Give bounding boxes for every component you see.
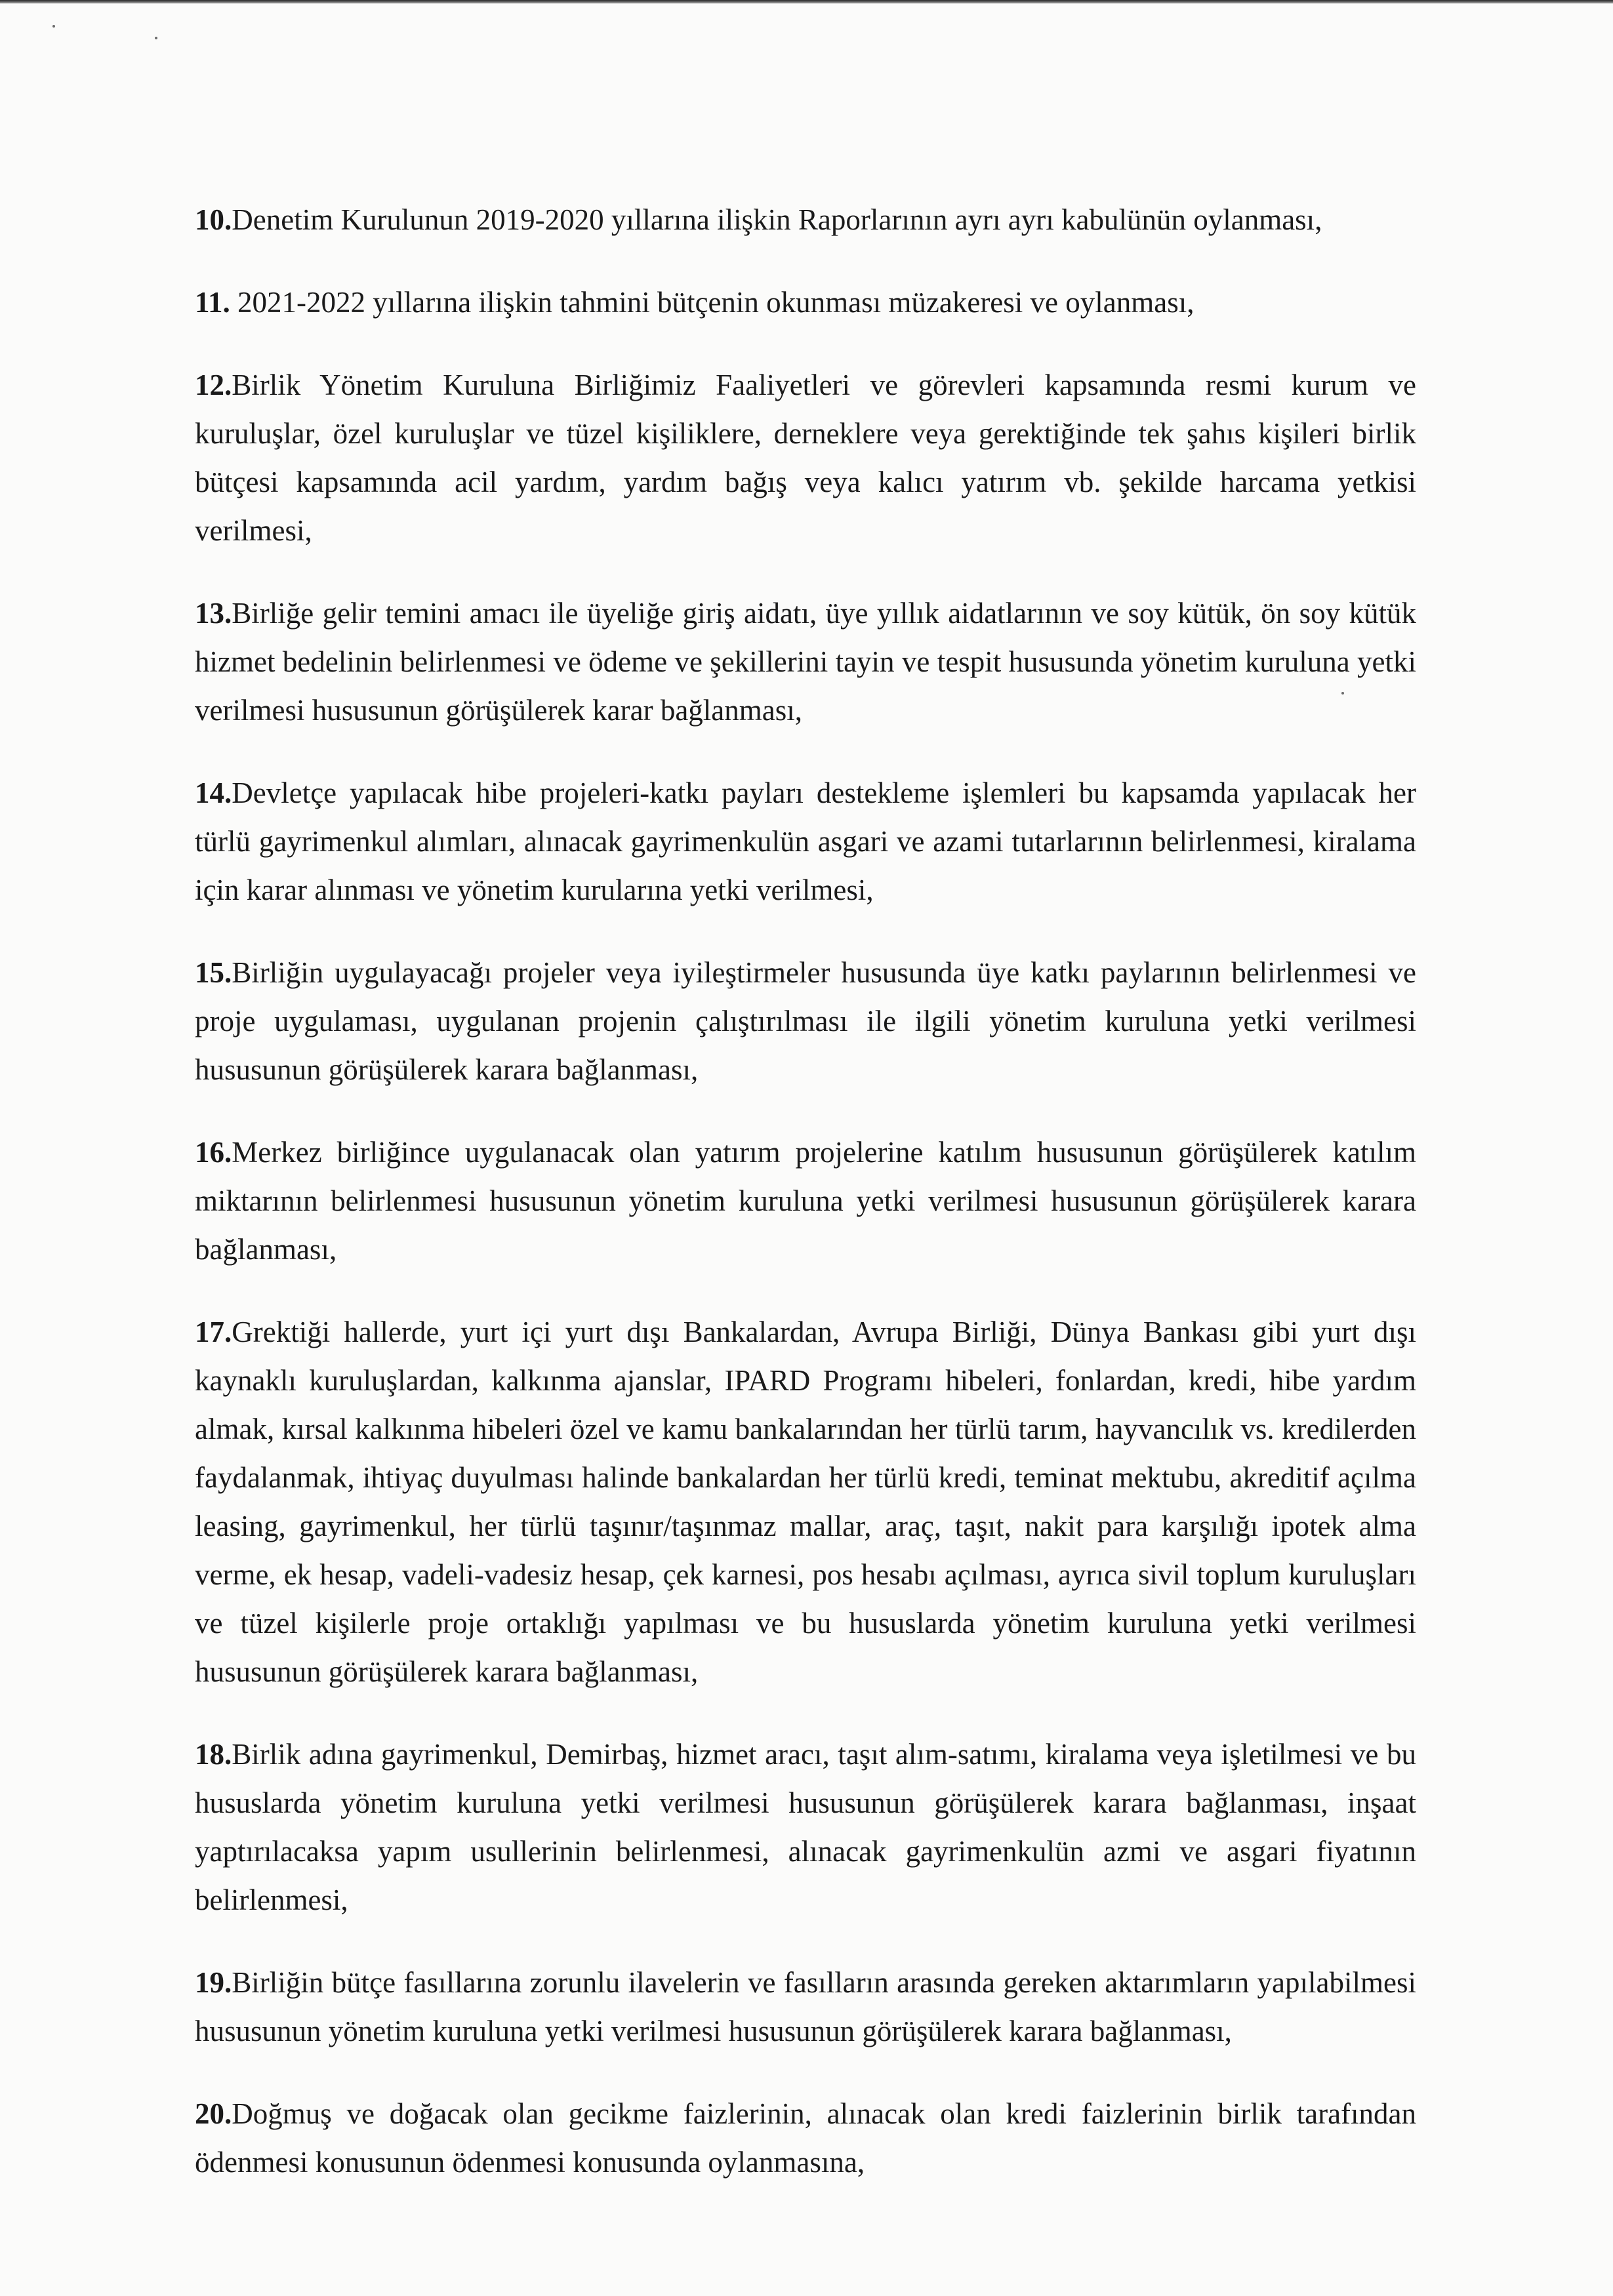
agenda-item-12 xyxy=(195,361,1416,555)
item-number: 16. xyxy=(195,1136,232,1169)
item-number: 19. xyxy=(195,1966,232,1999)
item-text: Birliğin uygulayacağı projeler veya iyileştirmeler hususunda üye katkı paylarının belirlenmesi ve proje uygulaması, uygulanan projenin çalıştırılması ile ilgili yönetim kuruluna yetki verilmesi hususunun görüşülerek karara bağlanması, xyxy=(195,956,1416,1086)
agenda-item-11 xyxy=(195,278,1416,327)
item-number: 12. xyxy=(195,369,232,401)
item-text: Devletçe yapılacak hibe projeleri-katkı payları destekleme işlemleri bu kapsamda yapılacak her türlü gayrimenkul alımları, alınacak gayrimenkulün asgari ve azami tutarlarının belirlenmesi, kiralama için karar alınması ve yönetim kurularına yetki verilmesi, xyxy=(195,776,1416,906)
agenda-item-18 xyxy=(195,1730,1416,1924)
item-number: 13. xyxy=(195,597,232,630)
item-text: Doğmuş ve doğacak olan gecikme faizlerinin, alınacak olan kredi faizlerinin birlik tarafından ödenmesi konusunun ödenmesi konusunda oylanmasına, xyxy=(195,2097,1416,2179)
item-text: Merkez birliğince uygulanacak olan yatırım projelerine katılım hususunun görüşülerek katılım miktarının belirlenmesi hususunun yönetim kuruluna yetki verilmesi hususunun görüşülerek karara bağlanması, xyxy=(195,1136,1416,1266)
item-number: 10. xyxy=(195,203,232,236)
item-number: 14. xyxy=(195,776,232,809)
scan-speck xyxy=(52,25,55,28)
agenda-item-20 xyxy=(195,2089,1416,2186)
scan-speck xyxy=(155,37,157,39)
item-text: Birliğin bütçe fasıllarına zorunlu ilavelerin ve fasılların arasında gereken aktarımların yapılabilmesi hususunun yönetim kuruluna yetki verilmesi hususunun görüşülerek karara bağlanması, xyxy=(195,1966,1416,2047)
scan-edge xyxy=(0,0,1613,4)
item-text: Birliğe gelir temini amacı ile üyeliğe giriş aidatı, üye yıllık aidatlarının ve soy kütük, ön soy kütük hizmet bedelinin belirlenmesi ve ödeme ve şekillerini tayin ve tespit hususunda yönetim kuruluna yetki verilmesi hususunun görüşülerek karar bağlanması, xyxy=(195,597,1416,727)
agenda-item-10 xyxy=(195,195,1416,244)
item-text: Birlik Yönetim Kuruluna Birliğimiz Faaliyetleri ve görevleri kapsamında resmi kurum ve kuruluşlar, özel kuruluşlar ve tüzel kişiliklere, derneklere veya gerektiğinde tek şahıs kişileri birlik bütçesi kapsamında acil yardım, yardım bağış veya kalıcı yatırım vb. şekilde harcama yetkisi verilmesi, xyxy=(195,369,1416,547)
item-text: Denetim Kurulunun 2019-2020 yıllarına ilişkin Raporlarının ayrı ayrı kabulünün oylanması, xyxy=(232,203,1322,236)
item-text: 2021-2022 yıllarına ilişkin tahmini bütçenin okunması müzakeresi ve oylanması, xyxy=(230,286,1194,319)
agenda-item-19 xyxy=(195,1958,1416,2055)
item-number: 20. xyxy=(195,2097,232,2130)
item-number: 17. xyxy=(195,1316,232,1348)
item-number: 18. xyxy=(195,1738,232,1771)
agenda-item-17 xyxy=(195,1308,1416,1696)
item-text: Grektiği hallerde, yurt içi yurt dışı Bankalardan, Avrupa Birliği, Dünya Bankası gibi yurt dışı kaynaklı kuruluşlardan, kalkınma ajanslar, IPARD Programı hibeleri, fonlardan, kredi, hibe yardım almak, kırsal kalkınma hibeleri özel ve kamu bankalarından her türlü tarım, hayvancılık vs. kredilerden faydalanmak, ihtiyaç duyulması halinde bankalardan her türlü kredi, teminat mektubu, akreditif açılma leasing, gayrimenkul, her türlü taşınır/taşınmaz mallar, araç, taşıt, nakit para karşılığı ipotek alma verme, ek hesap, vadeli-vadesiz hesap, çek karnesi, pos hesabı açılması, ayrıca sivil toplum kuruluşları ve tüzel kişilerle proje ortaklığı yapılması ve bu hususlarda yönetim kuruluna yetki verilmesi hususunun görüşülerek karara bağlanması, xyxy=(195,1316,1416,1688)
item-text: Birlik adına gayrimenkul, Demirbaş, hizmet aracı, taşıt alım-satımı, kiralama veya işletilmesi ve bu hususlarda yönetim kuruluna yetki verilmesi hususunun görüşülerek karara bağlanması, inşaat yaptırılacaksa yapım usullerinin belirlenmesi, alınacak gayrimenkulün azmi ve asgari fiyatının belirlenmesi, xyxy=(195,1738,1416,1916)
document-page xyxy=(195,195,1416,2221)
agenda-item-14 xyxy=(195,769,1416,914)
agenda-item-15 xyxy=(195,948,1416,1094)
item-number: 11. xyxy=(195,286,230,319)
agenda-item-16 xyxy=(195,1128,1416,1274)
agenda-item-13 xyxy=(195,589,1416,735)
item-number: 15. xyxy=(195,956,232,989)
